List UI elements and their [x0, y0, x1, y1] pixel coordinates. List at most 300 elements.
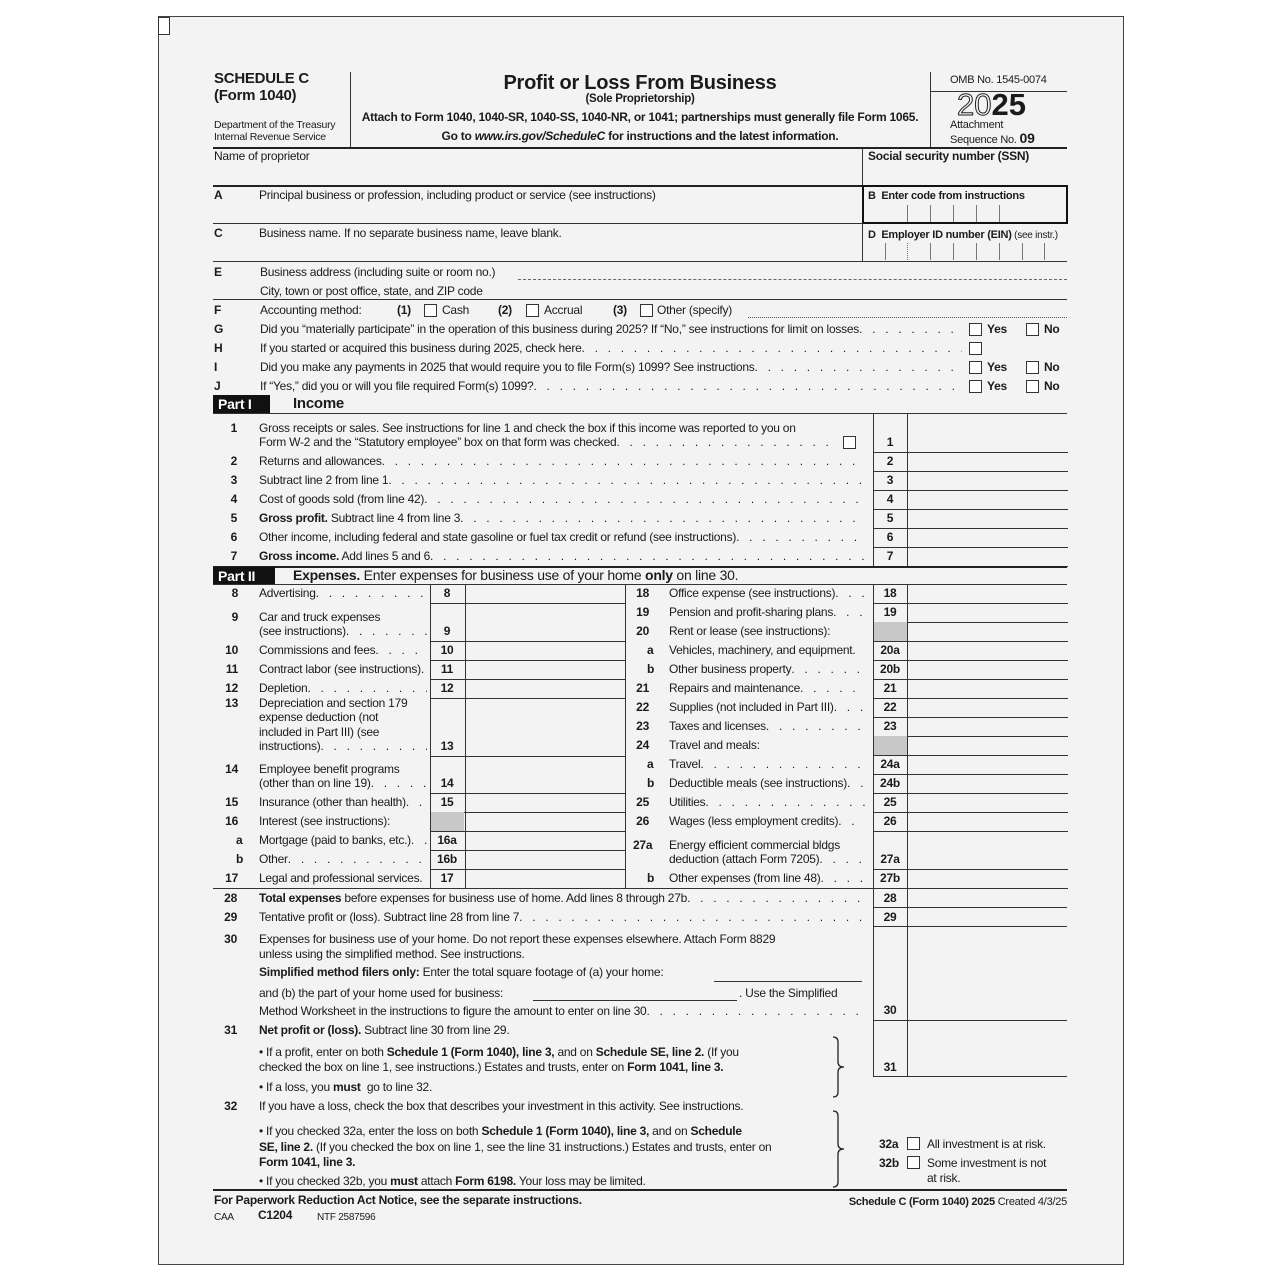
- rule: [930, 72, 931, 148]
- line-label: [259, 891, 865, 906]
- label-text: Other expenses (from line 48): [669, 871, 821, 885]
- line-letter: I: [214, 360, 218, 374]
- amount-field-line-11[interactable]: [465, 661, 624, 678]
- text-segment: • If you checked 32a, enter the loss on both: [259, 1124, 482, 1138]
- text-segment: on line 30.: [672, 567, 739, 583]
- ssn-label: Social security number (SSN): [868, 149, 1030, 163]
- box-number: 7: [886, 549, 894, 563]
- dot-leader: [700, 757, 865, 772]
- line-label: Gross receipts or sales. See instructions for line 1 and check the box if this income was reported to you on: [259, 420, 796, 435]
- line-number: 32: [224, 1099, 237, 1113]
- box-number: 28: [883, 891, 897, 905]
- text-segment: Go to: [441, 129, 475, 143]
- dot-leader: [755, 360, 962, 375]
- line-label: [259, 833, 427, 848]
- amount-field-line-10[interactable]: [465, 642, 624, 659]
- line-number: 19: [636, 605, 649, 619]
- box-number: 21: [883, 681, 897, 695]
- amount-field-line-7[interactable]: [908, 548, 1067, 565]
- business-name-label: Business name. If no separate business name, leave blank.: [259, 226, 562, 240]
- line-number: 21: [636, 681, 649, 695]
- schedule-label: SCHEDULE C: [214, 70, 310, 87]
- label-text: Subtract line 4 from line 3: [327, 511, 461, 525]
- amount-field-line-20b[interactable]: [908, 661, 1067, 678]
- label-text: (other than on line 19): [259, 776, 371, 790]
- other-method-checkbox[interactable]: [640, 304, 653, 317]
- yes-label: Yes: [987, 379, 1007, 393]
- amount-field-line-22[interactable]: [908, 699, 1067, 716]
- line-label: [259, 910, 865, 925]
- text-segment: and on: [554, 1045, 596, 1059]
- line-label: [259, 454, 865, 469]
- rule: [953, 205, 954, 222]
- box-number: 30: [883, 1003, 897, 1017]
- label-text: If you started or acquired this business during 2025, check here: [260, 341, 582, 355]
- text-segment: • If a profit, enter on both: [259, 1045, 387, 1059]
- question-g-no-checkbox[interactable]: [1026, 323, 1039, 336]
- amount-field-line-21[interactable]: [908, 680, 1067, 697]
- label-text: Advertising: [259, 586, 316, 600]
- amount-field-line-18[interactable]: [908, 585, 1067, 602]
- line-letter: J: [214, 379, 221, 393]
- line30-text: Expenses for business use of your home. Do not report these expenses elsewhere. Attach Form 8829: [259, 932, 776, 946]
- text-segment: • If a loss, you: [259, 1080, 333, 1094]
- shaded-cell: [430, 812, 464, 831]
- bold-label: Gross profit.: [259, 511, 328, 525]
- line-letter: b: [647, 871, 655, 885]
- line-number: 26: [636, 814, 649, 828]
- rule: [907, 243, 908, 260]
- rule: [862, 148, 863, 186]
- dot-leader: [307, 681, 427, 696]
- line-number: 4: [230, 492, 237, 506]
- label-text: instructions): [259, 739, 321, 753]
- amount-field-line-27a[interactable]: [908, 832, 1067, 868]
- text-segment: Schedule 1 (Form 1040), line 3,: [386, 1045, 555, 1059]
- label-text: deduction (attach Form 7205): [669, 852, 820, 866]
- no-label: No: [1044, 379, 1060, 393]
- dot-leader: [533, 379, 962, 394]
- amount-field-line-27b[interactable]: [908, 870, 1067, 887]
- amount-field-line-24b[interactable]: [908, 775, 1067, 792]
- shaded-cell: [873, 736, 907, 755]
- line-number: 18: [636, 586, 649, 600]
- amount-field-line-3[interactable]: [908, 472, 1067, 489]
- text: Employer ID number (EIN): [881, 229, 1012, 241]
- box-number: 24a: [880, 757, 900, 771]
- box-number: 31: [883, 1060, 897, 1074]
- text-segment: must: [390, 1174, 418, 1188]
- line-label: included in Part III) (see: [259, 724, 380, 739]
- amount-field-line-14[interactable]: [465, 757, 624, 792]
- rule: [430, 584, 431, 888]
- label-text: Repairs and maintenance: [669, 681, 801, 695]
- all-at-risk-checkbox[interactable]: [907, 1137, 920, 1150]
- amount-field-line-28[interactable]: [908, 889, 1066, 906]
- line-label: [259, 511, 865, 526]
- amount-field-line-29[interactable]: [908, 908, 1066, 925]
- amount-field-line-23[interactable]: [908, 718, 1067, 735]
- text-segment: Enter the total square footage of (a) your home:: [419, 965, 664, 979]
- dot-leader: [835, 586, 865, 601]
- line-label: [669, 662, 865, 677]
- dot-leader: [406, 795, 427, 810]
- amount-field-line-13[interactable]: [465, 699, 624, 755]
- question-j: [260, 379, 962, 394]
- amount-field-line-16b[interactable]: [465, 851, 624, 868]
- dot-leader: [421, 662, 427, 677]
- dot-leader: [382, 454, 865, 469]
- amount-field-line-31[interactable]: [908, 1021, 1066, 1075]
- line-number: 8: [231, 586, 238, 600]
- amount-field-line-1[interactable]: [908, 414, 1067, 451]
- dot-leader: [766, 719, 865, 734]
- line-label: [669, 776, 865, 791]
- principal-business-label: Principal business or profession, including product or service (see instructions): [259, 188, 656, 202]
- text-segment: (If you checked the box on line 1, see the line 31 instructions.) Estates and trusts, enter on: [312, 1140, 772, 1154]
- text-segment: only: [645, 567, 673, 583]
- line-label: [669, 681, 865, 696]
- label-text: Form W-2 and the “Statutory employee” box on that form was checked: [259, 435, 617, 449]
- line-letter: b: [236, 852, 244, 866]
- brace-icon: [832, 1110, 846, 1188]
- principal-business-input[interactable]: [259, 204, 859, 222]
- label-text: If “Yes,” did you or will you file required Form(s) 1099?: [260, 379, 534, 393]
- box-number: 29: [883, 910, 897, 924]
- cash-checkbox[interactable]: [424, 304, 437, 317]
- box-number: 25: [883, 795, 897, 809]
- some-not-at-risk-label: at risk.: [927, 1171, 961, 1185]
- label-text: Deductible meals (see instructions): [669, 776, 847, 790]
- line-number: 13: [225, 695, 238, 710]
- line-letter: a: [647, 643, 654, 657]
- line-number: 25: [636, 795, 649, 809]
- line-label: [669, 586, 865, 601]
- simplified-method-text: [259, 965, 663, 980]
- no-label: No: [1044, 360, 1060, 374]
- other-method-label: Other (specify): [657, 303, 732, 317]
- text-segment: (If you: [704, 1045, 739, 1059]
- box-number: 10: [440, 643, 454, 657]
- dot-leader: [320, 739, 427, 754]
- line31-bullet: [259, 1045, 739, 1060]
- amount-field-line-30[interactable]: [908, 927, 1066, 1019]
- business-square-footage-input[interactable]: [533, 985, 737, 999]
- form-title: Profit or Loss From Business: [503, 72, 777, 94]
- box-number: 2: [886, 454, 894, 468]
- some-not-at-risk-label: Some investment is not: [927, 1156, 1047, 1170]
- label-text: Method Worksheet in the instructions to figure the amount to enter on line 30: [259, 1004, 647, 1018]
- line-label: expense deduction (not: [259, 710, 379, 724]
- line-number: 17: [225, 871, 238, 885]
- line-letter: b: [647, 776, 655, 790]
- website-instruction: [350, 129, 930, 144]
- dot-leader: [388, 473, 865, 488]
- line-label: [259, 549, 865, 564]
- amount-field-line-20a[interactable]: [908, 642, 1067, 659]
- ein-label: [868, 228, 1058, 243]
- paperwork-notice: For Paperwork Reduction Act Notice, see the separate instructions.: [214, 1193, 582, 1207]
- question-h-checkbox[interactable]: [969, 342, 982, 355]
- form-subtitle: (Sole Proprietorship): [585, 93, 695, 105]
- form-footer-id: [760, 1195, 1067, 1210]
- box-number: 27a: [880, 852, 900, 866]
- department-label: Department of the Treasury: [214, 119, 336, 131]
- amount-field-line-19[interactable]: [908, 604, 1067, 621]
- line30-text: . Use the Simplified: [739, 986, 838, 1000]
- text-segment: must: [332, 1080, 361, 1094]
- part2-title: [293, 566, 738, 584]
- question-g-yes-checkbox[interactable]: [969, 323, 982, 336]
- rule: [930, 243, 931, 260]
- option-number: (3): [613, 303, 627, 317]
- line-label: [669, 719, 865, 734]
- line32-heading: If you have a loss, check the box that describes your investment in this activity. See instructions.: [259, 1099, 744, 1113]
- line-number: 1: [230, 420, 237, 435]
- text: Enter code from instructions: [881, 190, 1025, 202]
- rule: [873, 584, 874, 888]
- line-number: 24: [636, 738, 649, 752]
- sequence-number: 09: [1019, 130, 1035, 146]
- question-j-no-checkbox[interactable]: [1026, 380, 1039, 393]
- box-number: 9: [443, 624, 451, 638]
- label-text: Mortgage (paid to banks, etc.): [259, 833, 411, 847]
- dot-leader: [616, 435, 837, 450]
- text-segment: Your loss may be limited.: [516, 1174, 646, 1188]
- home-square-footage-input[interactable]: [714, 966, 862, 980]
- rule: [748, 317, 1067, 318]
- caa-label: CAA: [214, 1212, 234, 1223]
- box-number: 12: [440, 681, 454, 695]
- line-number: 27a: [633, 837, 653, 852]
- city-label: City, town or post office, state, and ZIP code: [260, 284, 483, 298]
- line-label: [669, 643, 865, 658]
- rule: [862, 223, 863, 261]
- box-number: 6: [886, 530, 894, 544]
- text-segment: Net profit or (loss).: [259, 1023, 362, 1037]
- rule: [213, 299, 1067, 300]
- line-number: 29: [224, 910, 237, 924]
- dot-leader: [375, 643, 427, 658]
- dot-leader: [838, 814, 865, 829]
- city-input[interactable]: [515, 283, 1065, 298]
- bold-label: Total expenses: [259, 891, 342, 905]
- line-number: 30: [224, 932, 237, 946]
- text-segment: Enter expenses for business use of your home: [360, 567, 646, 583]
- box-number: 27b: [880, 871, 900, 885]
- amount-field-line-17[interactable]: [465, 870, 624, 887]
- text-segment: SE, line 2.: [259, 1140, 313, 1154]
- text-segment: Subtract line 30 from line 29.: [361, 1023, 510, 1037]
- amount-field-line-16a[interactable]: [465, 832, 624, 849]
- year-bold: 25: [991, 87, 1026, 122]
- rule: [873, 1076, 1067, 1077]
- line-number: 31: [224, 1023, 237, 1037]
- line-label: Depreciation and section 179: [259, 695, 408, 710]
- dot-leader: [316, 586, 427, 601]
- amount-field-line-25[interactable]: [908, 794, 1067, 811]
- line-label: Interest (see instructions):: [259, 814, 391, 828]
- line31-heading: [259, 1023, 509, 1038]
- rule: [873, 413, 874, 566]
- ssn-input[interactable]: [864, 165, 1066, 184]
- text-segment: www.irs.gov/ScheduleC: [474, 129, 606, 143]
- label-text: Cost of goods sold (from line 42): [259, 492, 425, 506]
- ntf-label: NTF 2587596: [317, 1212, 376, 1223]
- box-number: 11: [440, 662, 454, 676]
- rule: [714, 981, 862, 982]
- line-number: 32b: [879, 1156, 899, 1170]
- line-letter: F: [214, 303, 222, 317]
- dot-leader: [460, 511, 865, 526]
- text-segment: Form 1041, line 3.: [259, 1155, 356, 1169]
- question-i: [260, 360, 962, 375]
- label-text: Pension and profit-sharing plans: [669, 605, 834, 619]
- sequence-text: Sequence No.: [950, 134, 1020, 146]
- label-text: Utilities: [669, 795, 706, 809]
- rule: [213, 1189, 1067, 1191]
- rule: [518, 279, 1067, 280]
- label-text: Did you make any payments in 2025 that would require you to file Form(s) 1099? See instructions: [260, 360, 755, 374]
- accounting-method-label: Accounting method:: [260, 303, 362, 317]
- line-number: 5: [230, 511, 237, 525]
- box-number: 14: [440, 776, 454, 790]
- amount-field-line-9[interactable]: [465, 604, 624, 640]
- amount-field-line-4[interactable]: [908, 491, 1067, 508]
- rule: [953, 243, 954, 260]
- statutory-employee-checkbox[interactable]: [843, 436, 856, 449]
- line-label: [669, 871, 865, 886]
- amount-field-line-6[interactable]: [908, 529, 1067, 546]
- line-number: 12: [225, 681, 238, 695]
- name-label: Name of proprietor: [214, 149, 310, 163]
- dot-leader: [430, 549, 865, 564]
- box-number: 4: [886, 492, 894, 506]
- dot-leader: [411, 833, 427, 848]
- shaded-cell: [873, 622, 907, 641]
- label-text: before expenses for business use of home. Add lines 8 through 27b: [341, 891, 688, 905]
- accrual-checkbox[interactable]: [526, 304, 539, 317]
- rule: [213, 223, 862, 224]
- question-i-no-checkbox[interactable]: [1026, 361, 1039, 374]
- line-number: 22: [636, 700, 649, 714]
- part2-tag: Part II: [213, 567, 275, 584]
- option-number: (2): [498, 303, 512, 317]
- line-letter: C: [214, 226, 223, 240]
- amount-field-line-5[interactable]: [908, 510, 1067, 527]
- question-h: [260, 341, 962, 356]
- line-number: 10: [225, 643, 238, 657]
- line32-bullet: [259, 1140, 771, 1155]
- label-text: Wages (less employment credits): [669, 814, 839, 828]
- label-text: Other business property: [669, 662, 792, 676]
- line-number: 14: [225, 761, 238, 776]
- text-segment: Schedule SE, line 2.: [595, 1045, 705, 1059]
- brace-icon: [832, 1036, 846, 1098]
- business-name-input[interactable]: [259, 242, 859, 260]
- amount-field-line-12[interactable]: [465, 680, 624, 697]
- dot-leader: [852, 643, 865, 658]
- form-code: C1204: [258, 1208, 293, 1222]
- line30-text: and (b) the part of your home used for business:: [259, 986, 504, 1000]
- label-text: Supplies (not included in Part III): [669, 700, 834, 714]
- amount-field-line-24a[interactable]: [908, 756, 1067, 773]
- label-text: Taxes and licenses: [669, 719, 766, 733]
- amount-field-line-8[interactable]: [465, 585, 624, 602]
- dot-leader: [859, 322, 962, 337]
- line-letter: A: [214, 188, 223, 202]
- part1-title: Income: [293, 395, 345, 412]
- label-text: Other: [259, 852, 288, 866]
- attachment-label: Attachment: [950, 119, 1004, 131]
- letter: B: [868, 190, 876, 202]
- other-method-input[interactable]: [748, 302, 1066, 317]
- box-number: 8: [443, 586, 451, 600]
- rule: [213, 261, 1067, 262]
- line-number: 32a: [879, 1137, 899, 1151]
- business-address-label: Business address (including suite or room no.): [260, 265, 496, 279]
- line-label: Employee benefit programs: [259, 761, 400, 776]
- dot-leader: [424, 492, 865, 507]
- amount-field-line-26[interactable]: [908, 813, 1067, 830]
- proprietor-name-input[interactable]: [213, 165, 861, 184]
- business-code-label: [868, 189, 1025, 204]
- label-text: Commissions and fees: [259, 643, 376, 657]
- question-j-yes-checkbox[interactable]: [969, 380, 982, 393]
- line-label: [259, 624, 427, 639]
- business-address-input[interactable]: [518, 264, 1066, 279]
- note: (see instr.): [1011, 230, 1058, 241]
- box-number: 19: [883, 605, 897, 619]
- question-g: [260, 322, 962, 337]
- rule: [1044, 243, 1045, 260]
- text-segment: Form 1041, line 3.: [627, 1060, 724, 1074]
- amount-field-line-15[interactable]: [465, 794, 624, 811]
- ein-input[interactable]: [864, 243, 1066, 260]
- amount-field-line-2[interactable]: [908, 453, 1067, 470]
- rule: [930, 205, 931, 222]
- no-label: No: [1044, 322, 1060, 336]
- line32-bullet: [259, 1155, 355, 1170]
- line-letter: a: [236, 833, 243, 847]
- dot-leader: [705, 795, 865, 810]
- line-label: [669, 795, 865, 810]
- text-segment: and on: [649, 1124, 691, 1138]
- rule: [907, 888, 908, 1076]
- rule: [213, 185, 862, 187]
- line-label: Travel and meals:: [669, 738, 760, 752]
- box-number: 16a: [437, 833, 457, 847]
- line-number: 7: [230, 549, 237, 563]
- line-letter: H: [214, 341, 223, 355]
- line-label: [259, 852, 427, 867]
- line-label: [669, 605, 865, 620]
- rule: [999, 243, 1000, 260]
- text-segment: • If you checked 32b, you: [259, 1174, 391, 1188]
- text-segment: Schedule 1 (Form 1040), line 3,: [481, 1124, 650, 1138]
- box-number: 22: [883, 700, 897, 714]
- question-i-yes-checkbox[interactable]: [969, 361, 982, 374]
- some-not-at-risk-checkbox[interactable]: [907, 1156, 920, 1169]
- text-segment: Schedule C (Form 1040) 2025: [848, 1196, 995, 1208]
- line-label: [259, 739, 427, 754]
- line31-bullet: [259, 1080, 432, 1095]
- all-at-risk-label: All investment is at risk.: [927, 1137, 1046, 1151]
- label-text: Other income, including federal and state gasoline or fuel tax credit or refund (see instructions): [259, 530, 737, 544]
- label-text: (see instructions): [259, 624, 346, 638]
- part1-tag: Part I: [213, 395, 270, 413]
- label-text: Add lines 5 and 6: [339, 549, 431, 563]
